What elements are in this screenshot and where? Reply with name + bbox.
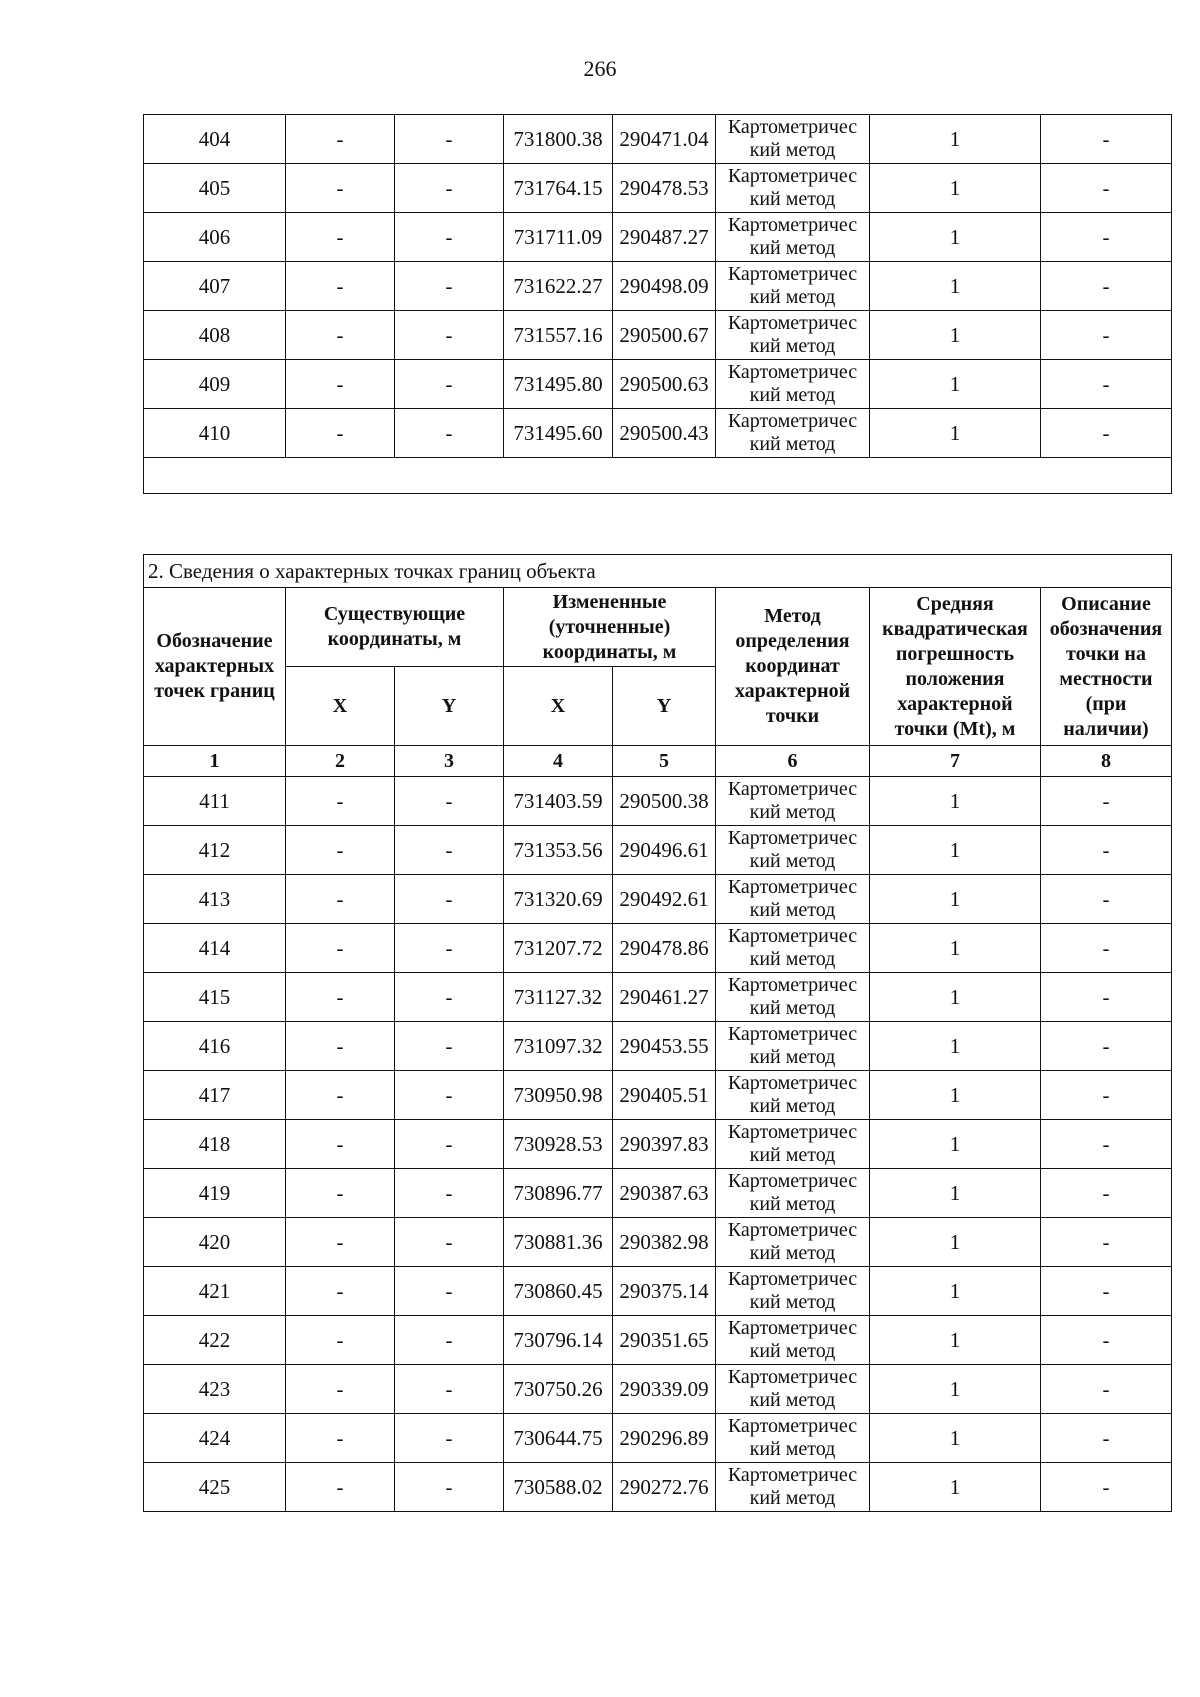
point-cell: 406 — [144, 213, 286, 262]
existing-y-cell: - — [395, 1022, 504, 1071]
table-row — [144, 1316, 1172, 1365]
changed-x-cell: 730896.77 — [504, 1169, 613, 1218]
page-number: 266 — [583, 56, 617, 81]
changed-y-cell: 290351.65 — [613, 1316, 716, 1365]
changed-x-cell: 730950.98 — [504, 1071, 613, 1120]
mean-error-cell: 1 — [870, 262, 1041, 311]
header-existing-coordinates: Существующие координаты, м — [286, 588, 504, 667]
point-cell: 421 — [144, 1267, 286, 1316]
changed-x-cell: 730860.45 — [504, 1267, 613, 1316]
table-body — [144, 115, 1172, 458]
table-row — [144, 924, 1172, 973]
changed-y-cell: 290272.76 — [613, 1463, 716, 1512]
method-cell: Картометричес кий метод — [716, 1414, 870, 1463]
description-cell: - — [1041, 826, 1172, 875]
changed-x-cell: 731353.56 — [504, 826, 613, 875]
changed-y-cell: 290492.61 — [613, 875, 716, 924]
table-row — [144, 164, 1172, 213]
existing-x-cell: - — [286, 777, 395, 826]
changed-x-cell: 731127.32 — [504, 973, 613, 1022]
mean-error-cell: 1 — [870, 1022, 1041, 1071]
existing-x-cell: - — [286, 409, 395, 458]
point-cell: 425 — [144, 1463, 286, 1512]
mean-error-cell: 1 — [870, 1267, 1041, 1316]
existing-y-cell: - — [395, 973, 504, 1022]
table-body — [144, 777, 1172, 1512]
point-cell: 415 — [144, 973, 286, 1022]
description-cell: - — [1041, 1071, 1172, 1120]
header-existing-y: Y — [395, 667, 504, 746]
existing-x-cell: - — [286, 115, 395, 164]
changed-x-cell: 731800.38 — [504, 115, 613, 164]
changed-x-cell: 731207.72 — [504, 924, 613, 973]
description-cell: - — [1041, 1414, 1172, 1463]
existing-y-cell: - — [395, 164, 504, 213]
column-number: 8 — [1041, 746, 1172, 777]
method-cell: Картометричес кий метод — [716, 262, 870, 311]
table-caption: 2. Сведения о характерных точках границ объекта — [144, 555, 1172, 588]
description-cell: - — [1041, 311, 1172, 360]
existing-x-cell: - — [286, 1414, 395, 1463]
description-cell: - — [1041, 1022, 1172, 1071]
existing-x-cell: - — [286, 875, 395, 924]
changed-y-cell: 290487.27 — [613, 213, 716, 262]
existing-y-cell: - — [395, 875, 504, 924]
method-cell: Картометричес кий метод — [716, 1022, 870, 1071]
table-row — [144, 1022, 1172, 1071]
description-cell: - — [1041, 164, 1172, 213]
method-cell: Картометричес кий метод — [716, 777, 870, 826]
description-cell: - — [1041, 973, 1172, 1022]
mean-error-cell: 1 — [870, 164, 1041, 213]
point-cell: 418 — [144, 1120, 286, 1169]
mean-error-cell: 1 — [870, 1169, 1041, 1218]
changed-x-cell: 730881.36 — [504, 1218, 613, 1267]
column-number: 6 — [716, 746, 870, 777]
description-cell: - — [1041, 213, 1172, 262]
point-cell: 411 — [144, 777, 286, 826]
changed-y-cell: 290496.61 — [613, 826, 716, 875]
existing-x-cell: - — [286, 1169, 395, 1218]
point-cell: 410 — [144, 409, 286, 458]
point-cell: 404 — [144, 115, 286, 164]
existing-x-cell: - — [286, 973, 395, 1022]
changed-y-cell: 290382.98 — [613, 1218, 716, 1267]
table-row — [144, 1120, 1172, 1169]
existing-y-cell: - — [395, 1218, 504, 1267]
mean-error-cell: 1 — [870, 1120, 1041, 1169]
point-cell: 416 — [144, 1022, 286, 1071]
changed-y-cell: 290498.09 — [613, 262, 716, 311]
existing-x-cell: - — [286, 311, 395, 360]
existing-y-cell: - — [395, 826, 504, 875]
description-cell: - — [1041, 360, 1172, 409]
mean-error-cell: 1 — [870, 1414, 1041, 1463]
mean-error-cell: 1 — [870, 1218, 1041, 1267]
method-cell: Картометричес кий метод — [716, 1365, 870, 1414]
changed-x-cell: 731495.60 — [504, 409, 613, 458]
point-cell: 414 — [144, 924, 286, 973]
mean-error-cell: 1 — [870, 1365, 1041, 1414]
existing-y-cell: - — [395, 1463, 504, 1512]
method-cell: Картометричес кий метод — [716, 409, 870, 458]
mean-error-cell: 1 — [870, 360, 1041, 409]
point-cell: 407 — [144, 262, 286, 311]
existing-x-cell: - — [286, 1218, 395, 1267]
table-row — [144, 1071, 1172, 1120]
existing-y-cell: - — [395, 213, 504, 262]
changed-x-cell: 731711.09 — [504, 213, 613, 262]
existing-x-cell: - — [286, 1120, 395, 1169]
description-cell: - — [1041, 1120, 1172, 1169]
mean-error-cell: 1 — [870, 777, 1041, 826]
existing-y-cell: - — [395, 115, 504, 164]
table-row — [144, 875, 1172, 924]
table-row — [144, 1414, 1172, 1463]
table-row — [144, 409, 1172, 458]
changed-y-cell: 290405.51 — [613, 1071, 716, 1120]
method-cell: Картометричес кий метод — [716, 1463, 870, 1512]
point-cell: 408 — [144, 311, 286, 360]
table-row — [144, 973, 1172, 1022]
existing-x-cell: - — [286, 1022, 395, 1071]
method-cell: Картометричес кий метод — [716, 1169, 870, 1218]
description-cell: - — [1041, 1169, 1172, 1218]
existing-y-cell: - — [395, 311, 504, 360]
changed-x-cell: 731557.16 — [504, 311, 613, 360]
header-changed-coordinates: Измененные (уточненные) координаты, м — [504, 588, 716, 667]
existing-x-cell: - — [286, 1316, 395, 1365]
description-cell: - — [1041, 1316, 1172, 1365]
existing-y-cell: - — [395, 777, 504, 826]
point-cell: 422 — [144, 1316, 286, 1365]
column-number: 7 — [870, 746, 1041, 777]
mean-error-cell: 1 — [870, 115, 1041, 164]
column-number: 3 — [395, 746, 504, 777]
mean-error-cell: 1 — [870, 311, 1041, 360]
changed-y-cell: 290471.04 — [613, 115, 716, 164]
description-cell: - — [1041, 1267, 1172, 1316]
description-cell: - — [1041, 924, 1172, 973]
table-row — [144, 1169, 1172, 1218]
table-row — [144, 213, 1172, 262]
column-numbers-row — [144, 746, 1172, 777]
table-row — [144, 1218, 1172, 1267]
existing-y-cell: - — [395, 262, 504, 311]
point-cell: 417 — [144, 1071, 286, 1120]
header-existing-x: X — [286, 667, 395, 746]
point-cell: 419 — [144, 1169, 286, 1218]
mean-error-cell: 1 — [870, 1463, 1041, 1512]
method-cell: Картометричес кий метод — [716, 1071, 870, 1120]
description-cell: - — [1041, 262, 1172, 311]
existing-y-cell: - — [395, 1316, 504, 1365]
mean-error-cell: 1 — [870, 924, 1041, 973]
existing-y-cell: - — [395, 409, 504, 458]
coordinates-table-continued — [143, 114, 1172, 494]
changed-y-cell: 290500.63 — [613, 360, 716, 409]
header-changed-y: Y — [613, 667, 716, 746]
method-cell: Картометричес кий метод — [716, 1316, 870, 1365]
changed-x-cell: 731320.69 — [504, 875, 613, 924]
mean-error-cell: 1 — [870, 973, 1041, 1022]
method-cell: Картометричес кий метод — [716, 826, 870, 875]
mean-error-cell: 1 — [870, 1071, 1041, 1120]
point-cell: 412 — [144, 826, 286, 875]
changed-y-cell: 290387.63 — [613, 1169, 716, 1218]
method-cell: Картометричес кий метод — [716, 1120, 870, 1169]
changed-x-cell: 731764.15 — [504, 164, 613, 213]
mean-error-cell: 1 — [870, 875, 1041, 924]
header-mean-error: Средняя квадратическая погрешность положения характерной точки (Mt), м — [870, 588, 1041, 746]
existing-x-cell: - — [286, 1267, 395, 1316]
table-row — [144, 1267, 1172, 1316]
existing-x-cell: - — [286, 924, 395, 973]
existing-x-cell: - — [286, 213, 395, 262]
description-cell: - — [1041, 875, 1172, 924]
method-cell: Картометричес кий метод — [716, 1218, 870, 1267]
table-row — [144, 262, 1172, 311]
characteristic-points-table — [143, 554, 1172, 1512]
changed-x-cell: 730796.14 — [504, 1316, 613, 1365]
table-row — [144, 1365, 1172, 1414]
column-number: 1 — [144, 746, 286, 777]
table-row — [144, 777, 1172, 826]
changed-y-cell: 290339.09 — [613, 1365, 716, 1414]
existing-x-cell: - — [286, 360, 395, 409]
description-cell: - — [1041, 1365, 1172, 1414]
table-row — [144, 311, 1172, 360]
changed-y-cell: 290375.14 — [613, 1267, 716, 1316]
header-description: Описание обозначения точки на местности (при наличии) — [1041, 588, 1172, 746]
changed-x-cell: 730588.02 — [504, 1463, 613, 1512]
point-cell: 405 — [144, 164, 286, 213]
existing-x-cell: - — [286, 262, 395, 311]
method-cell: Картометричес кий метод — [716, 360, 870, 409]
column-number: 4 — [504, 746, 613, 777]
table-row — [144, 360, 1172, 409]
table-row — [144, 1463, 1172, 1512]
changed-x-cell: 731495.80 — [504, 360, 613, 409]
table-row — [144, 826, 1172, 875]
method-cell: Картометричес кий метод — [716, 1267, 870, 1316]
method-cell: Картометричес кий метод — [716, 164, 870, 213]
header-point-designation: Обозначение характерных точек границ — [144, 588, 286, 746]
point-cell: 413 — [144, 875, 286, 924]
changed-x-cell: 730644.75 — [504, 1414, 613, 1463]
description-cell: - — [1041, 409, 1172, 458]
mean-error-cell: 1 — [870, 409, 1041, 458]
point-cell: 409 — [144, 360, 286, 409]
existing-y-cell: - — [395, 1120, 504, 1169]
column-number: 5 — [613, 746, 716, 777]
existing-y-cell: - — [395, 360, 504, 409]
method-cell: Картометричес кий метод — [716, 213, 870, 262]
mean-error-cell: 1 — [870, 826, 1041, 875]
method-cell: Картометричес кий метод — [716, 115, 870, 164]
mean-error-cell: 1 — [870, 213, 1041, 262]
existing-x-cell: - — [286, 164, 395, 213]
changed-y-cell: 290397.83 — [613, 1120, 716, 1169]
description-cell: - — [1041, 115, 1172, 164]
description-cell: - — [1041, 1218, 1172, 1267]
changed-x-cell: 731403.59 — [504, 777, 613, 826]
header-method: Метод определения координат характерной точки — [716, 588, 870, 746]
method-cell: Картометричес кий метод — [716, 311, 870, 360]
changed-x-cell: 731097.32 — [504, 1022, 613, 1071]
existing-y-cell: - — [395, 1071, 504, 1120]
changed-x-cell: 730750.26 — [504, 1365, 613, 1414]
existing-x-cell: - — [286, 1463, 395, 1512]
description-cell: - — [1041, 1463, 1172, 1512]
existing-x-cell: - — [286, 1071, 395, 1120]
changed-y-cell: 290296.89 — [613, 1414, 716, 1463]
existing-x-cell: - — [286, 826, 395, 875]
method-cell: Картометричес кий метод — [716, 973, 870, 1022]
changed-y-cell: 290500.38 — [613, 777, 716, 826]
mean-error-cell: 1 — [870, 1316, 1041, 1365]
existing-y-cell: - — [395, 1267, 504, 1316]
changed-y-cell: 290478.53 — [613, 164, 716, 213]
point-cell: 420 — [144, 1218, 286, 1267]
changed-x-cell: 730928.53 — [504, 1120, 613, 1169]
changed-y-cell: 290500.67 — [613, 311, 716, 360]
existing-y-cell: - — [395, 924, 504, 973]
changed-y-cell: 290500.43 — [613, 409, 716, 458]
existing-x-cell: - — [286, 1365, 395, 1414]
column-number: 2 — [286, 746, 395, 777]
method-cell: Картометричес кий метод — [716, 875, 870, 924]
changed-y-cell: 290478.86 — [613, 924, 716, 973]
existing-y-cell: - — [395, 1414, 504, 1463]
changed-x-cell: 731622.27 — [504, 262, 613, 311]
description-cell: - — [1041, 777, 1172, 826]
changed-y-cell: 290453.55 — [613, 1022, 716, 1071]
existing-y-cell: - — [395, 1169, 504, 1218]
method-cell: Картометричес кий метод — [716, 924, 870, 973]
existing-y-cell: - — [395, 1365, 504, 1414]
point-cell: 423 — [144, 1365, 286, 1414]
empty-row — [144, 458, 1172, 494]
header-changed-x: X — [504, 667, 613, 746]
changed-y-cell: 290461.27 — [613, 973, 716, 1022]
table-row — [144, 115, 1172, 164]
point-cell: 424 — [144, 1414, 286, 1463]
